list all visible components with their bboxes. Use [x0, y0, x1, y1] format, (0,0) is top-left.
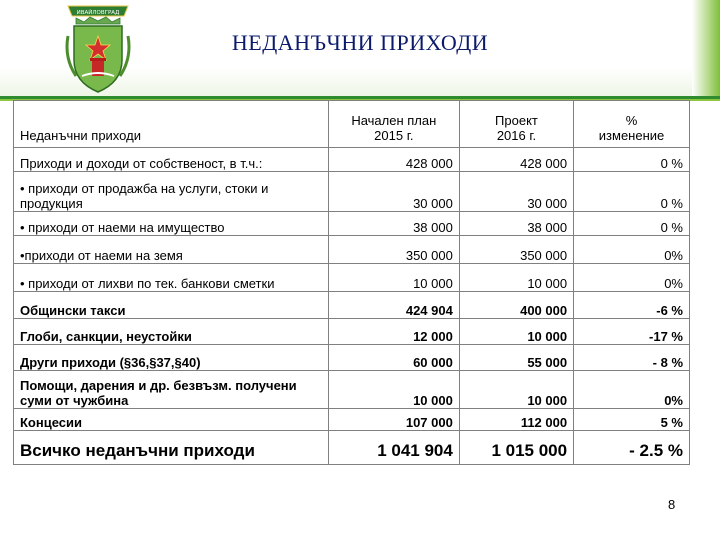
column-header-project: Проект 2016 г. [459, 101, 573, 148]
row-label: • приходи от наеми на имущество [14, 212, 329, 236]
table-row [14, 264, 690, 292]
table-row [14, 236, 690, 264]
slide-header [0, 0, 720, 100]
table-row [14, 172, 690, 212]
column-header-plan: Начален план 2015 г. [328, 101, 459, 148]
total-label: Всичко неданъчни приходи [14, 431, 329, 465]
change-value: 0 % [574, 212, 690, 236]
plan-value: 38 000 [328, 212, 459, 236]
change-value: 0 % [574, 148, 690, 172]
table-row [14, 371, 690, 409]
change-value: 5 % [574, 409, 690, 431]
table-header-row [14, 101, 690, 148]
row-label: •приходи от наеми на земя [14, 236, 329, 264]
project-value: 55 000 [459, 345, 573, 371]
plan-value: 12 000 [328, 319, 459, 345]
total-plan-value: 1 041 904 [328, 431, 459, 465]
row-label: Глоби, санкции, неустойки [14, 319, 329, 345]
plan-value: 10 000 [328, 371, 459, 409]
table-row [14, 148, 690, 172]
plan-value: 350 000 [328, 236, 459, 264]
revenue-table [13, 100, 690, 465]
table-row [14, 292, 690, 319]
total-project-value: 1 015 000 [459, 431, 573, 465]
table-row [14, 319, 690, 345]
column-header-change: % изменение [574, 101, 690, 148]
plan-value: 424 904 [328, 292, 459, 319]
page-title: НЕДАНЪЧНИ ПРИХОДИ [231, 30, 489, 55]
project-value: 10 000 [459, 264, 573, 292]
row-label: Общински такси [14, 292, 329, 319]
project-value: 30 000 [459, 172, 573, 212]
plan-value: 428 000 [328, 148, 459, 172]
project-value: 400 000 [459, 292, 573, 319]
page-number: 8 [668, 497, 676, 512]
project-value: 428 000 [459, 148, 573, 172]
project-value: 350 000 [459, 236, 573, 264]
row-label: Концесии [14, 409, 329, 431]
change-value: -17 % [574, 319, 690, 345]
row-label: Други приходи (§36,§37,§40) [14, 345, 329, 371]
change-value: 0% [574, 264, 690, 292]
row-label: • приходи от лихви по тек. банкови сметки [14, 264, 329, 292]
table-row [14, 409, 690, 431]
crest-text: ИВАЙЛОВГРАД [76, 10, 120, 16]
change-value: 0 % [574, 172, 690, 212]
project-value: 38 000 [459, 212, 573, 236]
row-label: • приходи от продажба на услуги, стоки и продукция [14, 172, 329, 212]
plan-value: 60 000 [328, 345, 459, 371]
project-value: 112 000 [459, 409, 573, 431]
column-header-category: Неданъчни приходи [14, 101, 329, 148]
plan-value: 107 000 [328, 409, 459, 431]
row-label: Приходи и доходи от собственост, в т.ч.: [14, 148, 329, 172]
change-value: -6 % [574, 292, 690, 319]
table-total-row [14, 431, 690, 465]
table-row [14, 345, 690, 371]
row-label: Помощи, дарения и др. безвъзм. получени суми от чужбина [14, 371, 329, 409]
table-row [14, 212, 690, 236]
project-value: 10 000 [459, 319, 573, 345]
plan-value: 10 000 [328, 264, 459, 292]
total-change-value: - 2.5 % [574, 431, 690, 465]
change-value: 0% [574, 371, 690, 409]
change-value: 0% [574, 236, 690, 264]
change-value: - 8 % [574, 345, 690, 371]
project-value: 10 000 [459, 371, 573, 409]
plan-value: 30 000 [328, 172, 459, 212]
